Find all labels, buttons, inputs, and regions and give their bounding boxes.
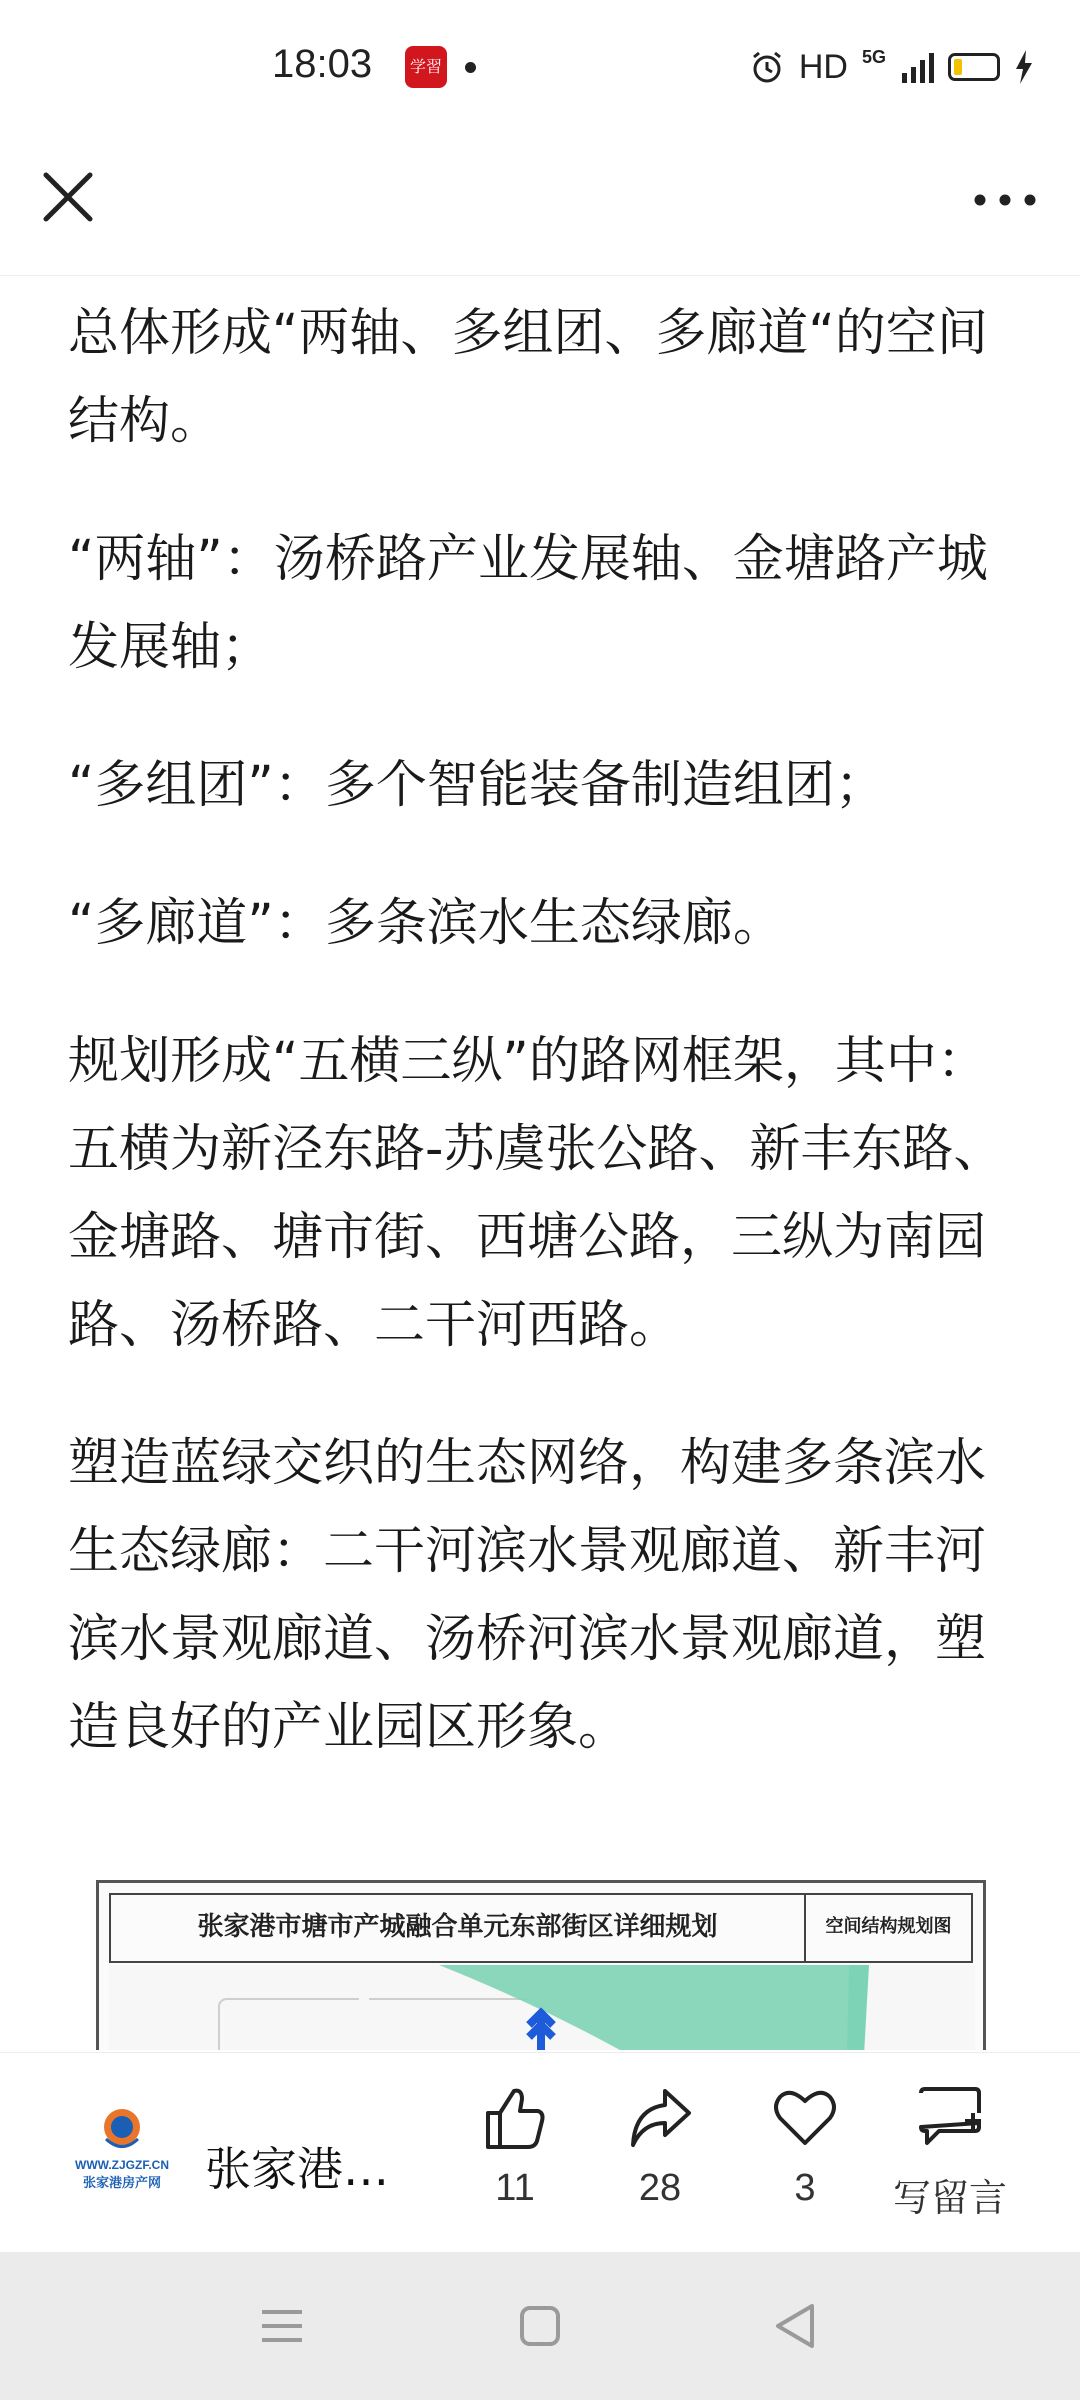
signal-icon [900, 51, 934, 83]
map-drawing [109, 1965, 975, 2050]
alarm-icon [749, 49, 785, 85]
paragraph: “多组团”：多个智能装备制造组团； [68, 756, 886, 815]
paragraph: 规划形成“五横三纵”的路网框架，其中：五横为新泾东路-苏虞张公路、新丰东路、金塘路、塘市街、西塘公路，三纵为南园路、汤桥路、二干河西路。 [68, 1032, 1005, 1355]
5g-indicator: 5G [861, 46, 886, 67]
bottom-action-bar [0, 2052, 1080, 2253]
paragraph: “两轴”：汤桥路产业发展轴、金塘路产城发展轴； [68, 530, 988, 677]
map-title-bar [109, 1893, 973, 1963]
planning-map-image[interactable] [96, 1880, 986, 2050]
account-name[interactable]: 张家港… [205, 2142, 389, 2196]
share-button[interactable] [600, 2083, 720, 2210]
share-icon [625, 2083, 695, 2153]
comment-label: 写留言 [892, 2176, 1007, 2220]
close-icon[interactable] [38, 167, 98, 227]
top-navigation [0, 135, 1080, 276]
charging-icon [1014, 50, 1034, 84]
home-icon[interactable] [510, 2296, 570, 2356]
article-body [68, 290, 1018, 1822]
app-notification-icon: 学習 [405, 46, 447, 88]
system-navigation-bar [0, 2252, 1080, 2400]
like-button[interactable] [455, 2083, 575, 2210]
svg-text:张家港房产网: 张家港房产网 [82, 2176, 162, 2191]
more-icon[interactable] [970, 175, 1040, 225]
paragraph: 塑造蓝绿交织的生态网络，构建多条滨水生态绿廊：二干河滨水景观廊道、新丰河滨水景观廊道、汤桥河滨水景观廊道，塑造良好的产业园区形象。 [68, 1434, 987, 1757]
account-logo-icon[interactable] [66, 2099, 178, 2207]
share-count: 28 [638, 2167, 682, 2209]
notification-dot-icon [465, 62, 476, 73]
favorite-count: 3 [794, 2167, 816, 2209]
back-icon[interactable] [766, 2296, 826, 2356]
heart-icon [770, 2083, 840, 2153]
status-time: 18:03 [272, 42, 373, 86]
status-icons [749, 42, 1034, 92]
map-title: 张家港市塘市产城融合单元东部街区详细规划 [111, 1895, 806, 1961]
svg-text:WWW.ZJGZF.CN: WWW.ZJGZF.CN [75, 2158, 169, 2172]
favorite-button[interactable] [745, 2083, 865, 2210]
battery-icon [948, 53, 1000, 81]
like-count: 11 [495, 2167, 535, 2209]
paragraph: 总体形成“两轴、多组团、多廊道“的空间结构。 [68, 304, 988, 451]
comment-add-icon [915, 2083, 985, 2153]
map-subtitle: 空间结构规划图 [825, 1916, 952, 1937]
comment-button[interactable] [890, 2083, 1010, 2222]
status-bar [0, 0, 1080, 135]
hd-indicator: HD [798, 47, 848, 86]
paragraph: “多廊道”：多条滨水生态绿廊。 [68, 894, 784, 953]
menu-icon[interactable] [252, 2296, 312, 2356]
thumbs-up-icon [480, 2083, 550, 2153]
